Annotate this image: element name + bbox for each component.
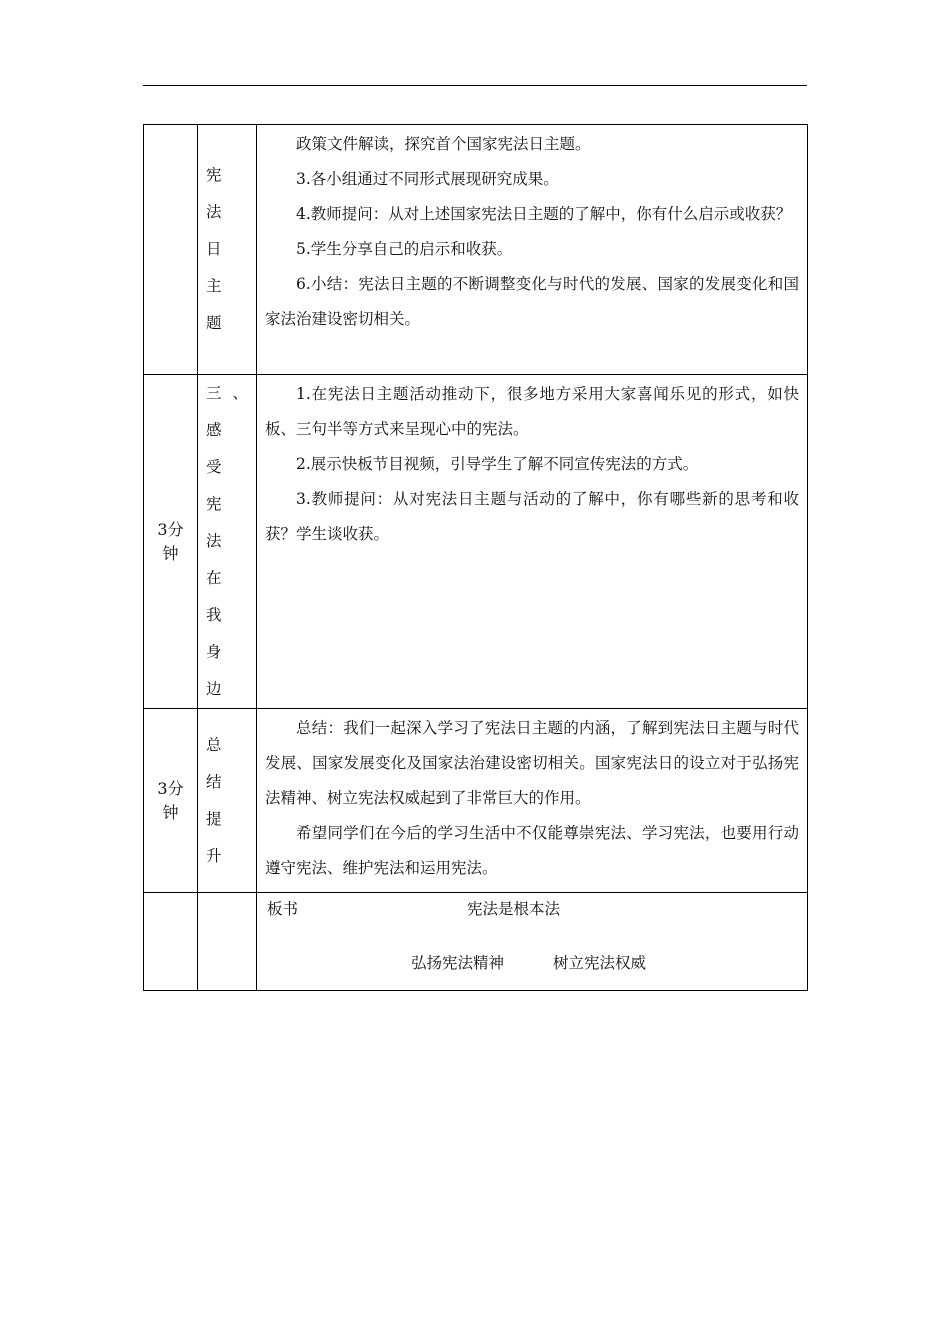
lesson-plan-table <box>143 124 808 991</box>
content-paragraph: 政策文件解读，探究首个国家宪法日主题。 <box>296 135 591 153</box>
time-cell <box>144 125 198 375</box>
content-paragraph: 3.教师提问：从对宪法日主题与活动的了解中，你有哪些新的思考和收获？学生谈收获。 <box>265 490 799 543</box>
board-label: 板书 <box>267 900 299 918</box>
time-unit: 钟 <box>162 543 179 563</box>
content-paragraph: 4.教师提问：从对上述国家宪法日主题的了解中，你有什么启示或收获？ <box>296 205 792 223</box>
time-cell <box>144 375 198 709</box>
time-value: 3分 <box>157 519 184 539</box>
content-paragraph: 2.展示快板节目视频，引导学生了解不同宣传宪法的方式。 <box>296 455 699 473</box>
stage-label: 宪法日主题 <box>206 166 233 332</box>
content-paragraph: 总结：我们一起深入学习了宪法日主题的内涵，了解到宪法日主题与时代发展、国家发展变化及国家法治建设密切相关。国家宪法日的设立对于弘扬宪法精神、树立宪法权威起到了非常巨大的作用。 <box>265 719 799 807</box>
table-row <box>144 125 808 375</box>
table-row <box>144 893 808 991</box>
stage-cell <box>198 709 257 893</box>
content-cell <box>257 125 808 375</box>
stage-cell <box>198 125 257 375</box>
table-row <box>144 709 808 893</box>
board-title: 宪法是根本法 <box>467 900 561 918</box>
header-rule <box>143 85 807 86</box>
content-cell <box>257 709 808 893</box>
content-paragraph: 6.小结：宪法日主题的不断调整变化与时代的发展、国家的发展变化和国家法治建设密切相关。 <box>265 275 799 328</box>
content-paragraph: 希望同学们在今后的学习生活中不仅能尊崇宪法、学习宪法，也要用行动遵守宪法、维护宪法和运用宪法。 <box>265 824 799 877</box>
board-item: 弘扬宪法精神 <box>411 954 505 972</box>
content-paragraph: 5.学生分享自己的启示和收获。 <box>296 240 513 258</box>
content-cell <box>257 375 808 709</box>
table-row <box>144 375 808 709</box>
time-cell <box>144 709 198 893</box>
board-cell <box>257 893 808 991</box>
stage-label: 三、感受宪法在我身边 <box>206 384 260 698</box>
stage-cell <box>198 893 257 991</box>
content-paragraph: 1.在宪法日主题活动推动下，很多地方采用大家喜闻乐见的形式，如快板、三句半等方式来呈现心中的宪法。 <box>265 385 799 438</box>
board-writing <box>257 893 807 989</box>
content-paragraph: 3.各小组通过不同形式展现研究成果。 <box>296 170 559 188</box>
time-unit: 钟 <box>162 802 179 822</box>
time-cell <box>144 893 198 991</box>
stage-cell <box>198 375 260 709</box>
stage-label: 总结提升 <box>206 735 233 865</box>
time-value: 3分 <box>157 778 184 798</box>
board-item: 树立宪法权威 <box>553 954 647 972</box>
